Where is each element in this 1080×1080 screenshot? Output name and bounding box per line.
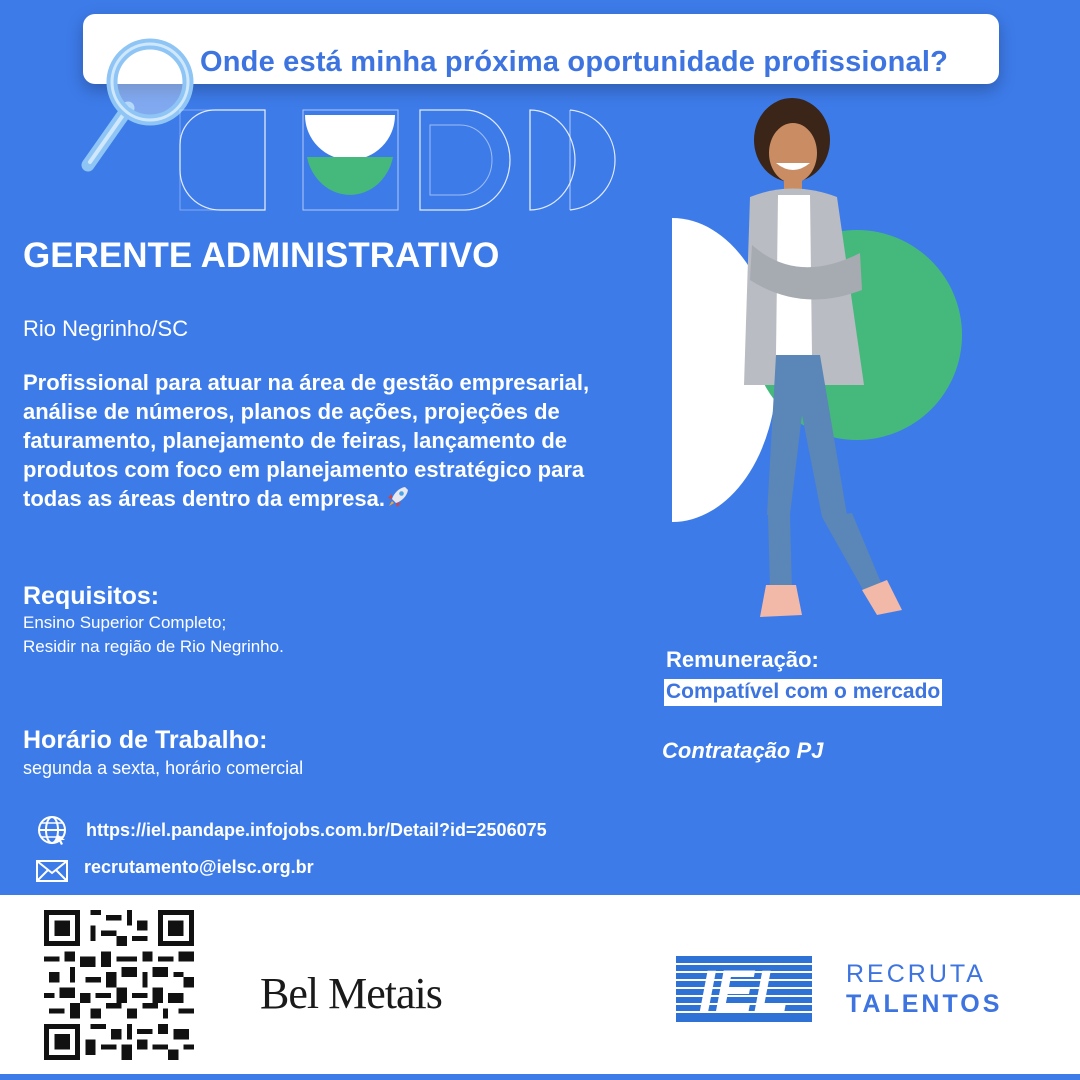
- hours-title: Horário de Trabalho:: [23, 726, 268, 754]
- decorative-shapes: [175, 105, 625, 215]
- contract-type: Contratação PJ: [662, 738, 824, 763]
- requirements-title: Requisitos:: [23, 582, 160, 610]
- requirement-item: Residir na região de Rio Negrinho.: [23, 637, 284, 656]
- brand-line-recruta: RECRUTA: [846, 960, 986, 988]
- email-link[interactable]: recrutamento@ielsc.org.br: [84, 857, 314, 877]
- bottom-border: [0, 1074, 1080, 1080]
- professional-photo: [672, 85, 972, 625]
- globe-icon: [35, 813, 69, 847]
- rocket-icon: [385, 484, 411, 510]
- iel-logo-text: IEL: [698, 959, 790, 1022]
- requirement-item: Ensino Superior Completo;: [23, 613, 227, 632]
- job-link[interactable]: https://iel.pandape.infojobs.com.br/Detail?id=2506075: [86, 820, 547, 840]
- job-description-text: Profissional para atuar na área de gestão empresarial, análise de números, planos de ações, projeções de faturamento, planejamento de feiras, lançamento de produtos com foco em planejamento estratégico para todas as áreas dentro da empresa.: [23, 370, 590, 511]
- job-location: Rio Negrinho/SC: [23, 316, 189, 341]
- iel-logo: [676, 956, 812, 1022]
- job-description: [23, 368, 623, 513]
- search-headline: Onde está minha próxima oportunidade profissional?: [200, 46, 948, 78]
- qr-code[interactable]: [44, 910, 194, 1060]
- compensation-value: Compatível com o mercado: [664, 679, 942, 706]
- compensation-label: Remuneração:: [666, 647, 819, 672]
- hours-text: segunda a sexta, horário comercial: [23, 758, 304, 778]
- envelope-icon: [35, 854, 69, 888]
- bel-metais-logo: Bel Metais: [260, 969, 442, 1018]
- job-title: GERENTE ADMINISTRATIVO: [23, 236, 500, 275]
- brand-line-talentos: TALENTOS: [846, 990, 1003, 1018]
